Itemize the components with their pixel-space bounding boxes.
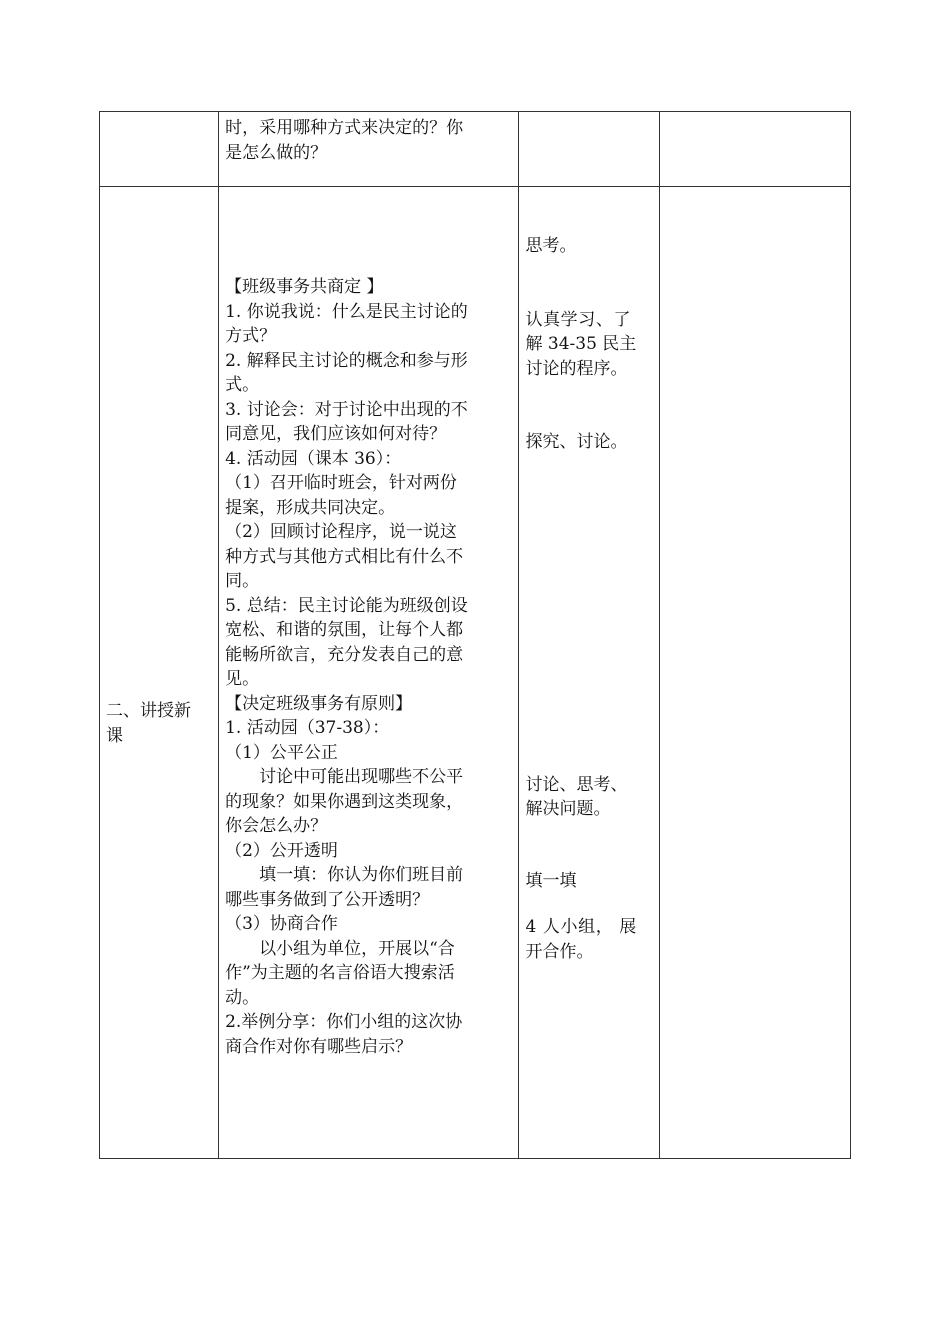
content-line: （2）公开透明 (225, 840, 338, 861)
content-line: （1）召开临时班会，针对两份 (225, 473, 457, 493)
content-line: 动。 (225, 987, 260, 1008)
notes-cell (660, 112, 851, 187)
content-line: 同意见，我们应该如何对待？ (225, 424, 447, 444)
content-line: 方式？ (225, 326, 277, 346)
content-line: （3）协商合作 (225, 914, 338, 934)
activity-text: 探究、讨论。 (525, 432, 628, 452)
activity-text: 讨论、思考、 (525, 774, 628, 795)
section-heading: 【决定班级事务有原则】 (225, 693, 413, 714)
student-activity-cell (519, 112, 660, 187)
activity-text: 思考。 (525, 236, 577, 256)
content-line: （1）公平公正 (225, 742, 338, 763)
stage-cell (100, 187, 219, 1159)
content-line: 的现象？如果你遇到这类现象， (225, 791, 464, 812)
content-line: 2. 解释民主讨论的概念和参与形 (225, 350, 468, 371)
table-row (100, 112, 851, 187)
table-row (100, 187, 851, 1159)
content-line: 1. 活动园（37-38）： (225, 718, 390, 738)
content-line: 宽松、和谐的氛围，让每个人都 (225, 620, 464, 640)
notes-cell (660, 187, 851, 1159)
student-activity-cell (519, 187, 660, 1159)
content-line: 作”为主题的名言俗语大搜索活 (225, 963, 455, 983)
stage-label-line: 二、讲授新 (106, 701, 191, 721)
content-line: 讨论中可能出现哪些不公平 (259, 767, 464, 787)
content-line: （2）回顾讨论程序，说一说这 (225, 522, 457, 542)
content-line: 提案，形成共同决定。 (225, 497, 396, 518)
teaching-content-cell (219, 187, 519, 1159)
content-line: 以小组为单位，开展以“合 (259, 938, 455, 959)
stage-cell (100, 112, 219, 187)
content-line: 5. 总结：民主讨论能为班级创设 (225, 595, 468, 616)
content-line: 种方式与其他方式相比有什么不 (225, 546, 464, 567)
activity-text: 解 34-35 民主 (525, 334, 637, 354)
content-line: 4. 活动园（课本 36）： (225, 448, 402, 469)
content-line: 见。 (225, 669, 260, 689)
content-line: 1. 你说我说：什么是民主讨论的 (225, 301, 468, 322)
content-line: 同。 (225, 571, 260, 591)
stage-label-line: 课 (106, 725, 123, 746)
content-line: 是怎么做的？ (225, 142, 328, 163)
content-line: 3. 讨论会：对于讨论中出现的不 (225, 399, 468, 420)
lesson-plan-table (99, 111, 851, 1159)
content-line: 你会怎么办？ (225, 816, 328, 836)
section-heading: 【班级事务共商定 】 (225, 277, 384, 297)
activity-text: 认真学习、了 (525, 309, 632, 330)
content-line: 填一填：你认为你们班目前 (259, 865, 464, 885)
activity-text: 开合作。 (525, 941, 594, 962)
content-line: 商合作对你有哪些启示？ (225, 1036, 413, 1057)
content-line: 式。 (225, 375, 260, 395)
content-line: 时，采用哪种方式来决定的？你 (225, 118, 464, 138)
activity-text: 4 人小组， 展 (525, 917, 637, 937)
teaching-content-cell (219, 112, 519, 187)
content-line: 能畅所欲言，充分发表自己的意 (225, 644, 464, 665)
content-line: 2.举例分享：你们小组的这次协 (225, 1012, 463, 1032)
content-line: 哪些事务做到了公开透明？ (225, 889, 430, 910)
activity-text: 讨论的程序。 (525, 358, 628, 379)
activity-text: 填一填 (525, 870, 577, 891)
activity-text: 解决问题。 (525, 799, 611, 819)
